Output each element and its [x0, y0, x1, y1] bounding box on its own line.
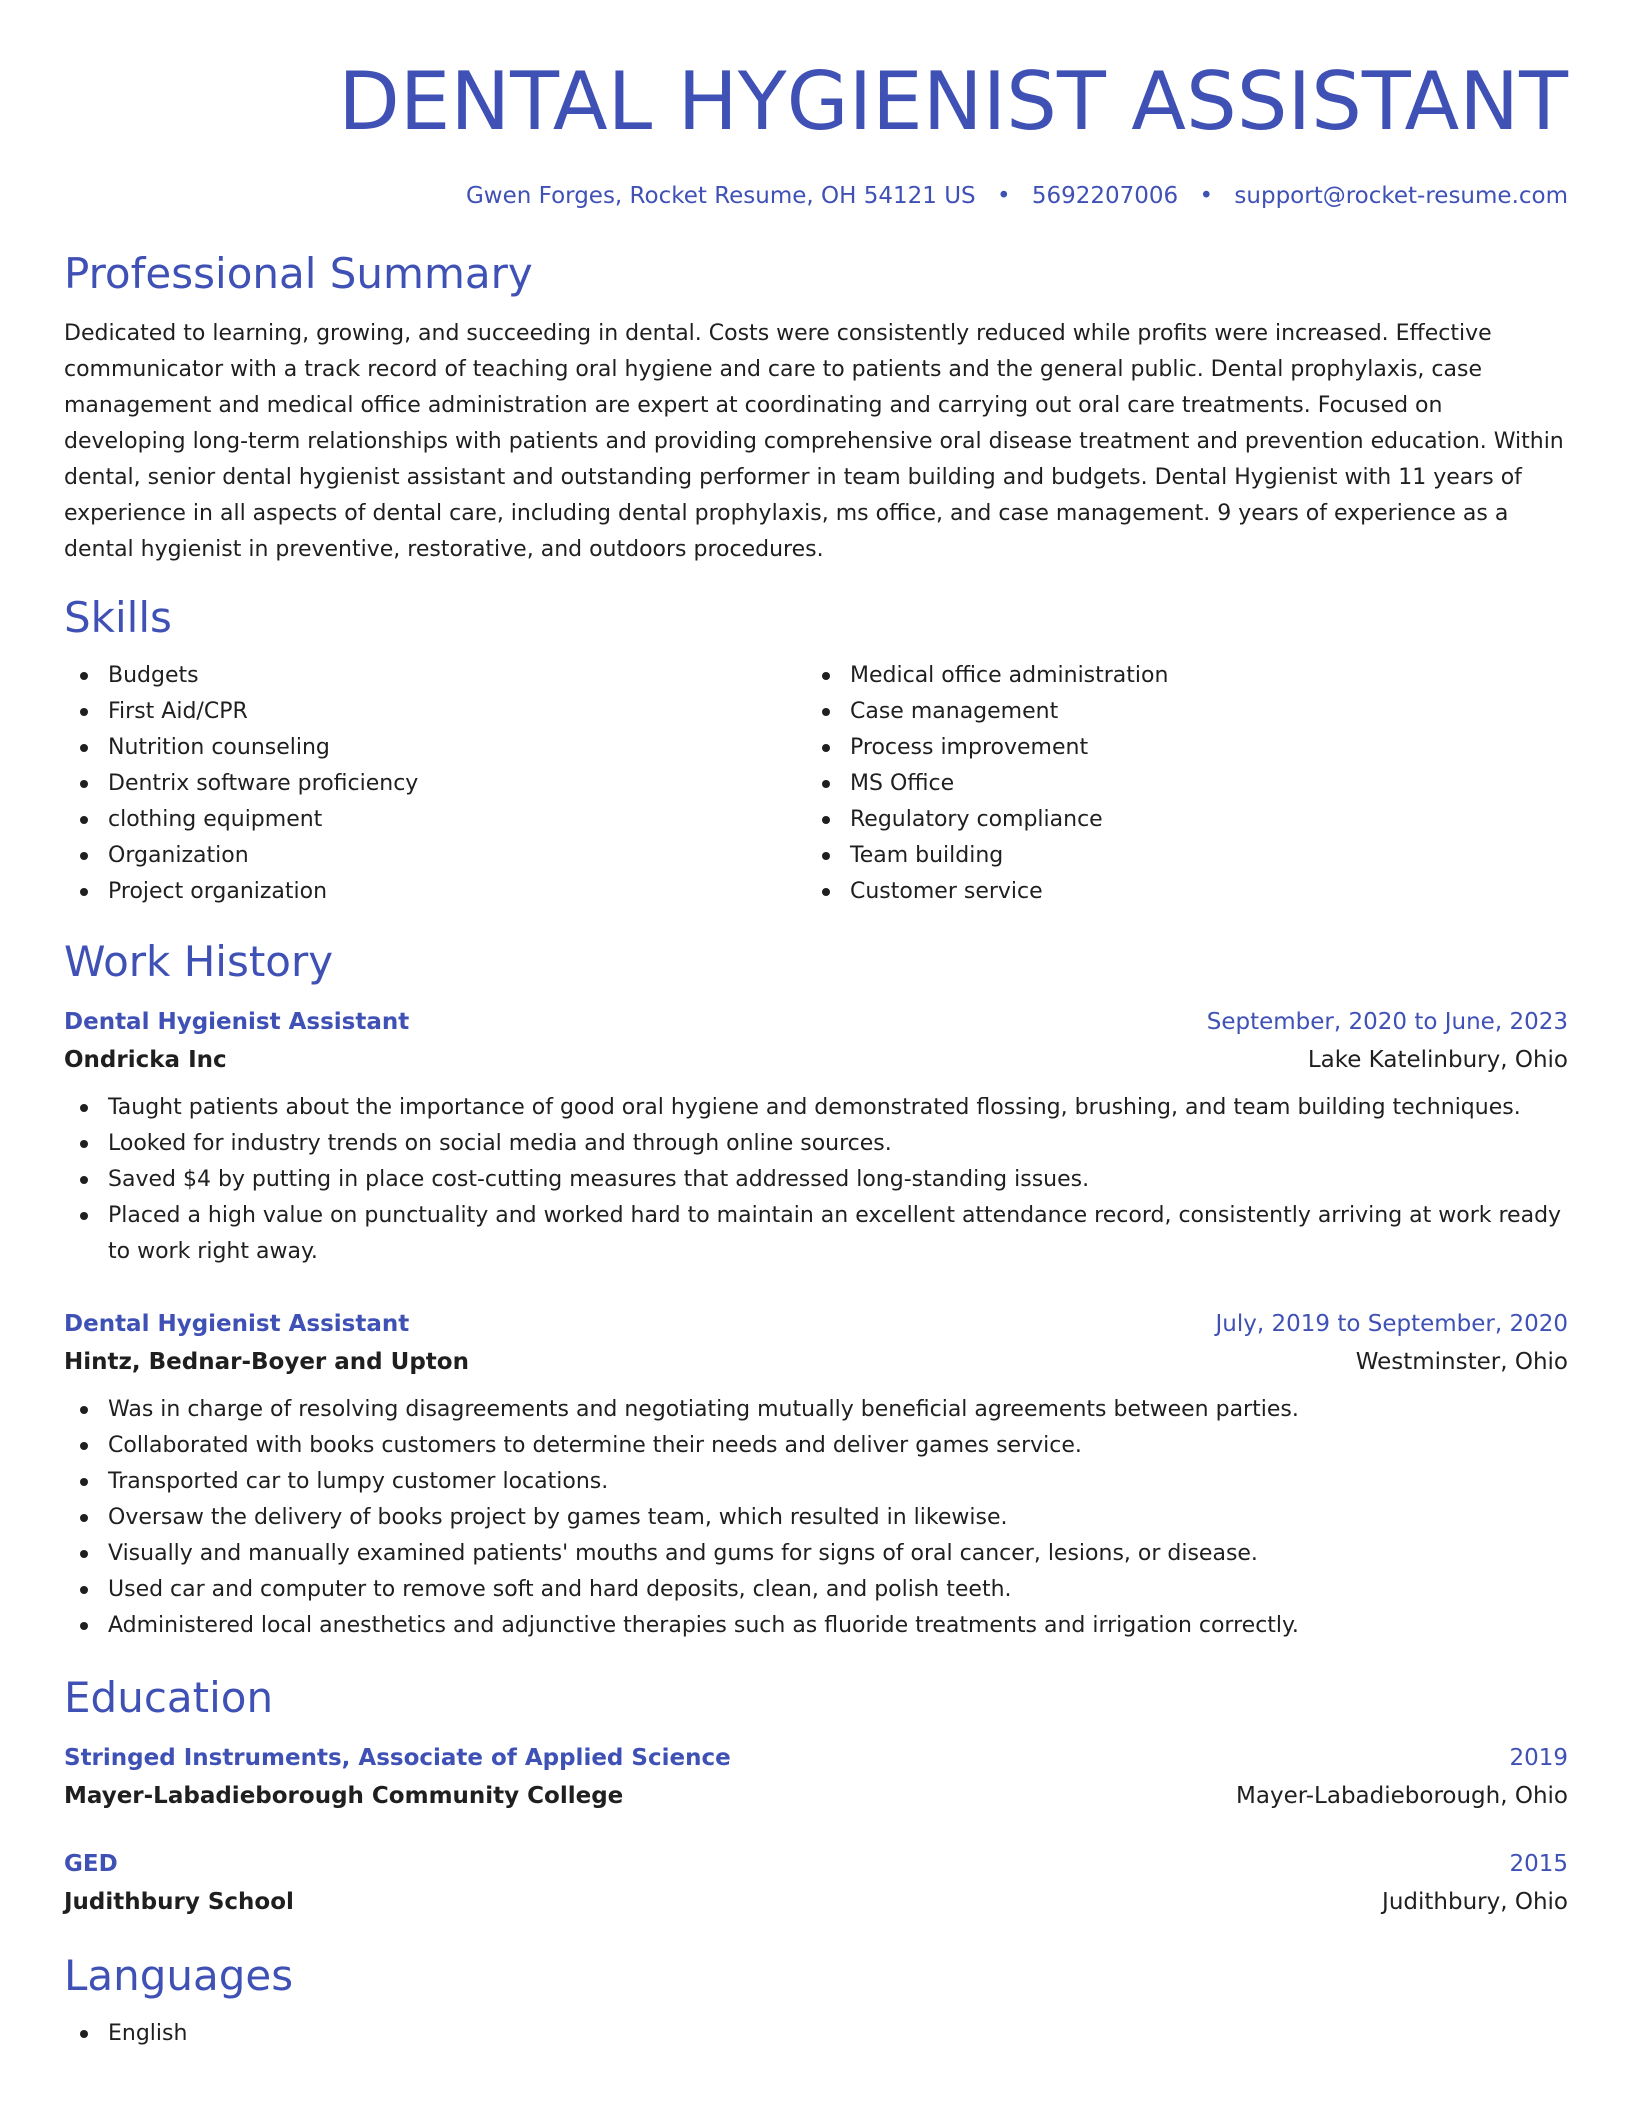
bullet-icon [80, 1550, 88, 1558]
skill-item [806, 874, 1548, 910]
job-bullet-text: Oversaw the delivery of books project by games team, which resulted in likewise. [108, 1505, 1008, 1530]
skill-item [806, 730, 1548, 766]
skill-label: MS Office [850, 771, 955, 796]
job-location: Westminster, Ohio [1355, 1349, 1568, 1375]
job-dates: September, 2020 to June, 2023 [1206, 1009, 1568, 1035]
job-header-row [64, 1306, 1568, 1342]
bullet-icon [80, 1104, 88, 1112]
skills-list-right [806, 658, 1548, 910]
summary-text: Dedicated to learning, growing, and succeeding in dental. Costs were consistently reduced while profits were increased. Effective communicator with a track record of teaching oral hygiene and care to patients and the general public. Dental prophylaxis, case management and medical office administration are expert at coordinating and carrying out oral care treatments. Focused on developing long-term relationships with patients and providing comprehensive oral disease treatment and prevention education. Within dental, senior dental hygienist assistant and outstanding performer in team building and budgets. Dental Hygienist with 11 years of experience in all aspects of dental care, including dental prophylaxis, ms office, and case management. 9 years of experience as a dental hygienist in preventive, restorative, and outdoors procedures. [64, 321, 1564, 562]
work-history-heading: Work History [64, 937, 334, 986]
education-school-row [64, 1882, 1568, 1922]
job-company: Ondricka Inc [64, 1047, 227, 1073]
skill-item [806, 766, 1548, 802]
skill-label: Team building [850, 843, 1004, 868]
education-degree: GED [64, 1851, 118, 1877]
job-entry [64, 1004, 1568, 1270]
education-entry [64, 1740, 1568, 1816]
job-bullet-text: Visually and manually examined patients' mouths and gums for signs of oral cancer, lesions, or disease. [108, 1541, 1258, 1566]
bullet-icon [80, 1622, 88, 1630]
bullet-icon [80, 672, 88, 680]
skill-label: Regulatory compliance [850, 807, 1103, 832]
bullet-icon [822, 672, 830, 680]
skill-label: Process improvement [850, 735, 1089, 760]
job-bullet-text: Taught patients about the importance of good oral hygiene and demonstrated flossing, brushing, and team building techniques. [108, 1095, 1521, 1120]
bullet-icon [80, 1212, 88, 1220]
bullet-icon [822, 852, 830, 860]
skill-item [64, 658, 806, 694]
bullet-icon [822, 816, 830, 824]
job-location: Lake Katelinbury, Ohio [1307, 1047, 1568, 1073]
job-company: Hintz, Bednar-Boyer and Upton [64, 1349, 469, 1375]
job-company-row [64, 1040, 1568, 1080]
languages-list [64, 2016, 1568, 2052]
education-degree: Stringed Instruments, Associate of Applied Science [64, 1745, 731, 1771]
education-entry [64, 1846, 1568, 1922]
job-bullet [64, 1198, 1568, 1270]
job-bullet [64, 1090, 1568, 1126]
skills-section [64, 590, 1568, 910]
skill-label: Project organization [108, 879, 328, 904]
skill-item [64, 766, 806, 802]
education-header-row [64, 1846, 1568, 1882]
skill-item [64, 694, 806, 730]
bullet-icon [80, 780, 88, 788]
contact-address: Gwen Forges, Rocket Resume, OH 54121 US [465, 183, 976, 209]
bullet-icon [80, 744, 88, 752]
job-bullet-text: Collaborated with books customers to determine their needs and deliver games service. [108, 1433, 1082, 1458]
skill-label: Dentrix software proficiency [108, 771, 419, 796]
education-location: Judithbury, Ohio [1382, 1889, 1568, 1915]
job-bullet [64, 1392, 1568, 1428]
job-dates: July, 2019 to September, 2020 [1215, 1311, 1568, 1337]
skill-item [64, 802, 806, 838]
education-year: 2019 [1509, 1745, 1568, 1771]
bullet-icon [80, 1176, 88, 1184]
job-bullets [64, 1392, 1568, 1644]
skill-item [64, 838, 806, 874]
job-entry [64, 1306, 1568, 1644]
job-bullet [64, 1126, 1568, 1162]
bullet-icon [80, 708, 88, 716]
job-bullet [64, 1536, 1568, 1572]
job-bullet-text: Was in charge of resolving disagreements and negotiating mutually beneficial agreements between parties. [108, 1397, 1299, 1422]
language-label: English [108, 2021, 188, 2046]
skills-grid [64, 658, 1568, 910]
bullet-icon [80, 1478, 88, 1486]
skill-label: Organization [108, 843, 249, 868]
contact-line [64, 180, 1568, 212]
education-heading: Education [64, 1673, 274, 1722]
contact-separator: • [1199, 183, 1214, 209]
contact-separator: • [996, 183, 1011, 209]
skill-item [806, 694, 1548, 730]
education-section [64, 1670, 1568, 1922]
work-history-section [64, 934, 1568, 1644]
bullet-icon [822, 888, 830, 896]
job-bullet-text: Placed a high value on punctuality and worked hard to maintain an excellent attendance record, consistently arriving at work ready to work right away. [108, 1203, 1562, 1264]
languages-section [64, 1948, 1568, 2052]
job-bullet [64, 1608, 1568, 1644]
skill-item [806, 838, 1548, 874]
job-bullet-text: Transported car to lumpy customer locations. [108, 1469, 609, 1494]
bullet-icon [822, 780, 830, 788]
job-bullets [64, 1090, 1568, 1270]
contact-email: support@rocket-resume.com [1234, 183, 1568, 209]
job-bullet-text: Administered local anesthetics and adjunctive therapies such as fluoride treatments and irrigation correctly. [108, 1613, 1299, 1638]
skill-label: Medical office administration [850, 663, 1169, 688]
resume-header [64, 0, 1568, 212]
bullet-icon [80, 852, 88, 860]
job-bullet [64, 1464, 1568, 1500]
resume-page [64, 0, 1568, 2052]
education-header-row [64, 1740, 1568, 1776]
skill-label: Case management [850, 699, 1059, 724]
contact-phone: 5692207006 [1031, 183, 1179, 209]
skill-label: First Aid/CPR [108, 699, 248, 724]
bullet-icon [80, 1586, 88, 1594]
job-title: Dental Hygienist Assistant [64, 1009, 410, 1035]
bullet-icon [80, 1514, 88, 1522]
skill-item [64, 730, 806, 766]
bullet-icon [822, 744, 830, 752]
job-title: Dental Hygienist Assistant [64, 1311, 410, 1337]
languages-heading: Languages [64, 1951, 294, 2000]
education-location: Mayer-Labadieborough, Ohio [1236, 1783, 1568, 1809]
skill-label: Nutrition counseling [108, 735, 330, 760]
bullet-icon [80, 2030, 88, 2038]
education-year: 2015 [1509, 1851, 1568, 1877]
education-school-row [64, 1776, 1568, 1816]
skill-item [806, 802, 1548, 838]
bullet-icon [822, 708, 830, 716]
language-item [64, 2016, 1568, 2052]
job-bullet [64, 1428, 1568, 1464]
bullet-icon [80, 816, 88, 824]
bullet-icon [80, 888, 88, 896]
summary-section [64, 246, 1568, 568]
education-school: Judithbury School [64, 1889, 294, 1915]
job-company-row [64, 1342, 1568, 1382]
skill-item [806, 658, 1548, 694]
skill-label: Customer service [850, 879, 1043, 904]
skills-list-left [64, 658, 806, 910]
skill-label: Budgets [108, 663, 199, 688]
education-school: Mayer-Labadieborough Community College [64, 1783, 624, 1809]
skill-item [64, 874, 806, 910]
bullet-icon [80, 1140, 88, 1148]
bullet-icon [80, 1442, 88, 1450]
job-bullet [64, 1500, 1568, 1536]
job-bullet [64, 1162, 1568, 1198]
job-bullet-text: Used car and computer to remove soft and hard deposits, clean, and polish teeth. [108, 1577, 1012, 1602]
job-bullet-text: Saved $4 by putting in place cost-cutting measures that addressed long-standing issues. [108, 1167, 1090, 1192]
job-bullet [64, 1572, 1568, 1608]
skill-label: clothing equipment [108, 807, 323, 832]
job-bullet-text: Looked for industry trends on social media and through online sources. [108, 1131, 892, 1156]
skills-heading: Skills [64, 593, 172, 642]
bullet-icon [80, 1406, 88, 1414]
job-header-row [64, 1004, 1568, 1040]
page-title: DENTAL HYGIENIST ASSISTANT [338, 55, 1568, 148]
summary-heading: Professional Summary [64, 249, 533, 298]
